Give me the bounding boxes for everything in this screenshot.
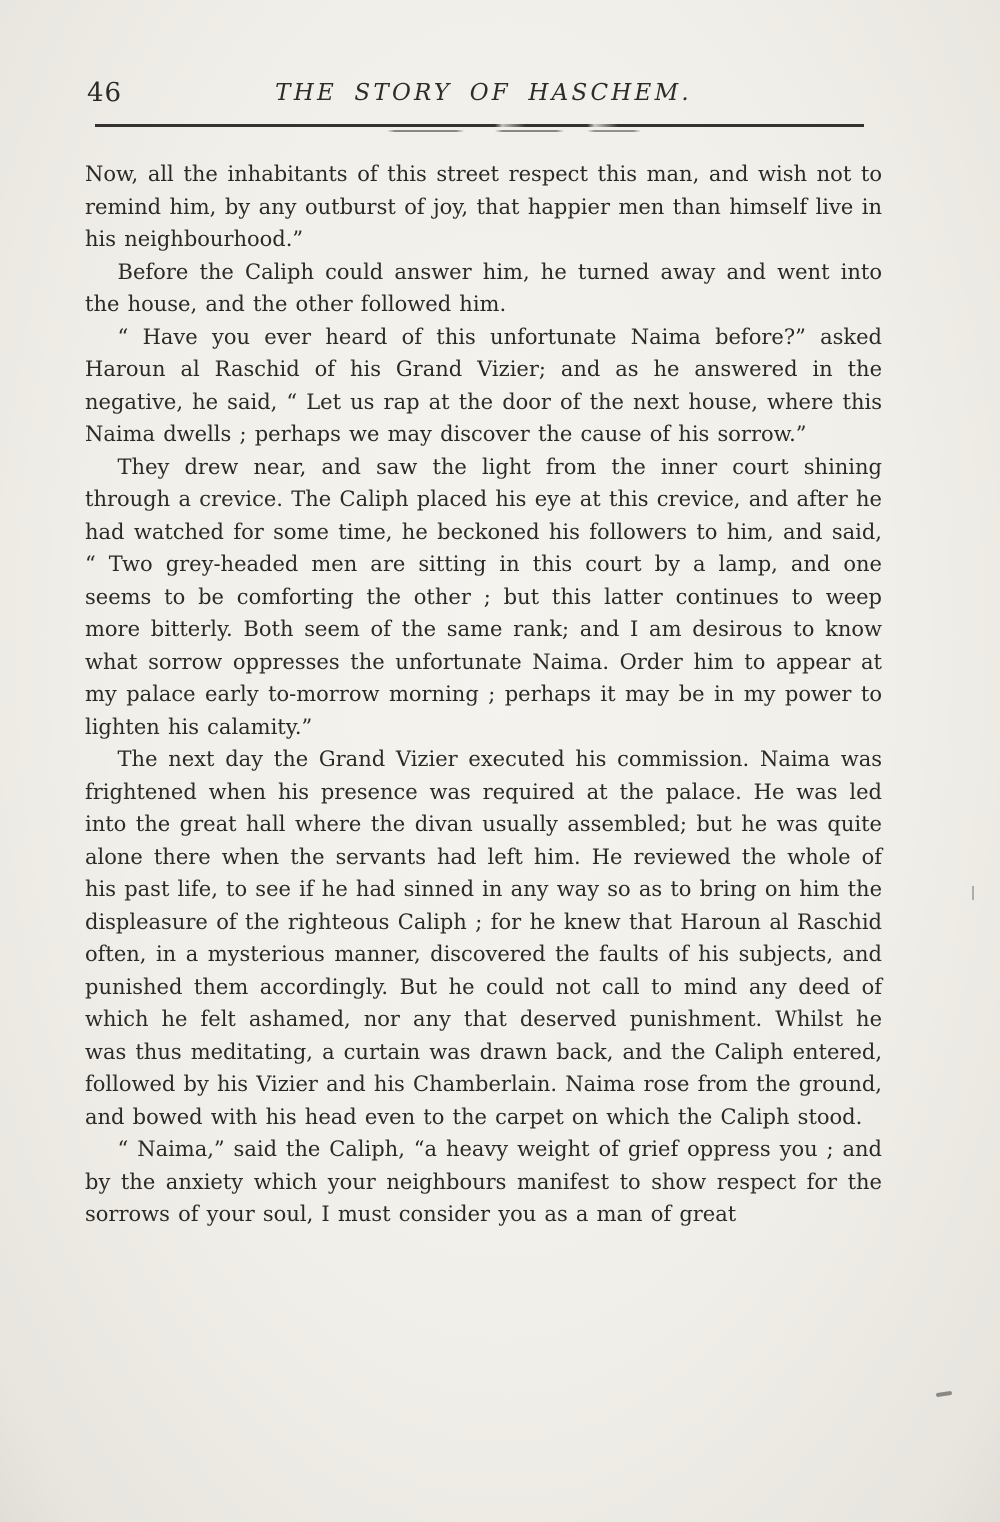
page-number: 46 [87, 78, 123, 108]
page-body [85, 158, 882, 1231]
running-title: THE STORY OF HASCHEM. [275, 80, 692, 106]
paragraph: Before the Caliph could answer him, he turned away and went into the house, and the other followed him. [85, 259, 882, 316]
paragraph: “ Have you ever heard of this unfortunate Naima before?” asked Haroun al Raschid of his Grand Vizier; and as he answered in the negative, he said, “ Let us rap at the door of the next house, where this Naima dwells ; perhaps we may discover the cause of his sorrow.” [85, 324, 882, 446]
page-header [85, 78, 882, 124]
header-rule-dashes [95, 130, 864, 132]
paragraph: Now, all the inhabitants of this street respect this man, and wish not to remind him, by any outburst of joy, that happier men than himself live in his neighbourhood.” [85, 162, 882, 251]
paragraph: The next day the Grand Vizier executed his commission. Naima was frightened when his presence was required at the palace. He was led into the great hall where the divan usually assembled; but he was quite alone there when the servants had left him. He reviewed the whole of his past life, to see if he had sinned in any way so as to bring on him the displeasure of the righteous Caliph ; for he knew that Haroun al Raschid often, in a mysterious manner, discovered the faults of his subjects, and punished them accordingly. But he could not call to mind any deed of which he felt ashamed, nor any that deserved punishment. Whilst he was thus meditating, a curtain was drawn back, and the Caliph entered, followed by his Vizier and his Chamberlain. Naima rose from the ground, and bowed with his head even to the carpet on which the Caliph stood. [85, 747, 882, 1129]
scan-artifact [972, 886, 974, 900]
scan-artifact [936, 1391, 952, 1397]
header-rule [95, 124, 864, 127]
paragraph: “ Naima,” said the Caliph, “a heavy weight of grief oppress you ; and by the anxiety which your neighbours manifest to show respect for the sorrows of your soul, I must consider you as a man of great [85, 1137, 882, 1226]
page-content [85, 0, 882, 1231]
paragraph: They drew near, and saw the light from the inner court shining through a crevice. The Caliph placed his eye at this crevice, and after he had watched for some time, he beckoned his followers to him, and said, “ Two grey-headed men are sitting in this court by a lamp, and one seems to be comforting the other ; but this latter continues to weep more bitterly. Both seem of the same rank; and I am desirous to know what sorrow oppresses the unfortunate Naima. Order him to appear at my palace early to-morrow morning ; perhaps it may be in my power to lighten his calamity.” [85, 454, 882, 739]
